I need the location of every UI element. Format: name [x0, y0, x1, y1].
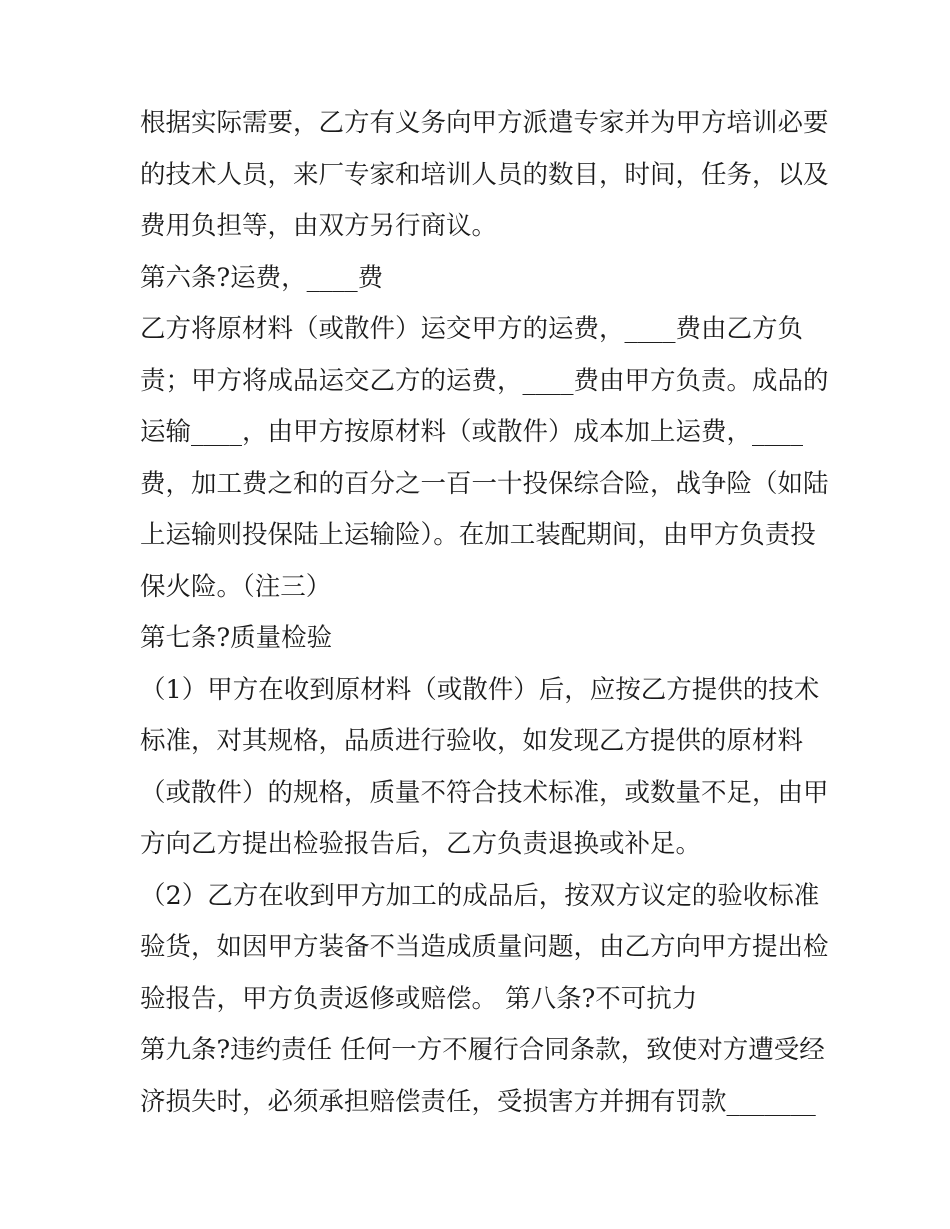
text-line: 保火险。（注三）	[140, 571, 332, 602]
section-heading: 第六条?运费，____费	[140, 262, 384, 293]
text-line: （或散件）的规格，质量不符合技术标准，或数量不足，由甲	[140, 777, 829, 808]
text-line: （2）乙方在收到甲方加工的成品后，按双方议定的验收标准	[140, 880, 820, 911]
text-line: 方向乙方提出检验报告后，乙方负责退换或补足。	[140, 829, 702, 859]
text-line: 第九条?违约责任 任何一方不履行合同条款，致使对方遭受经	[140, 1035, 825, 1065]
text-line: 费，加工费之和的百分之一百一十投保综合险，战争险（如陆	[140, 468, 829, 499]
document-body	[140, 98, 829, 1128]
text-line: 运输____，由甲方按原材料（或散件）成本加上运费，____	[140, 417, 804, 447]
text-line: 乙方将原材料（或散件）运交甲方的运费，____费由乙方负	[140, 314, 804, 344]
text-line: （1）甲方在收到原材料（或散件）后，应按乙方提供的技术	[140, 674, 820, 705]
text-line: 的技术人员，来厂专家和培训人员的数目，时间，任务，以及	[140, 159, 829, 190]
text-line: 上运输则投保陆上运输险）。在加工装配期间，由甲方负责投	[140, 520, 816, 550]
text-line: 责；甲方将成品运交乙方的运费，____费由甲方负责。成品的	[140, 365, 829, 396]
text-line: 济损失时，必须承担赔偿责任，受损害方并拥有罚款_______	[140, 1086, 816, 1117]
section-heading: 第七条?质量检验	[140, 623, 333, 653]
text-line: 验报告，甲方负责返修或赔偿。 第八条?不可抗力	[140, 983, 698, 1014]
text-line: 根据实际需要，乙方有义务向甲方派遣专家并为甲方培训必要	[140, 108, 829, 138]
text-line: 标准，对其规格，品质进行验收，如发现乙方提供的原材料	[140, 726, 804, 756]
text-line: 验货，如因甲方装备不当造成质量问题，由乙方向甲方提出检	[140, 932, 829, 962]
text-line: 费用负担等，由双方另行商议。	[140, 211, 498, 241]
